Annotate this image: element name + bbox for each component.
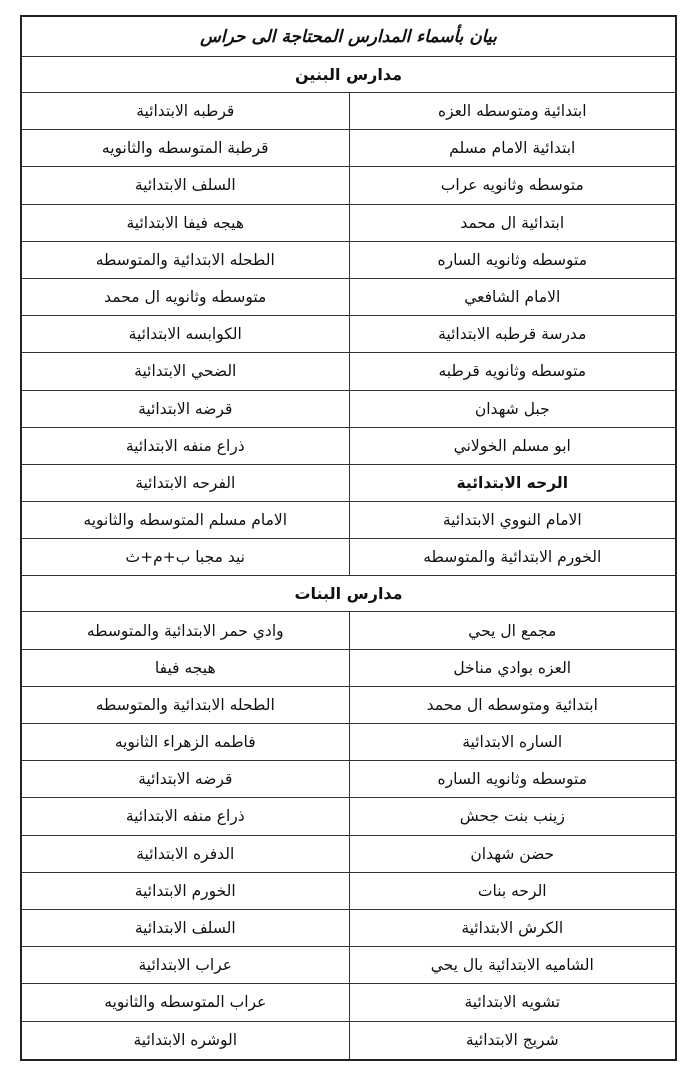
table-row [22,650,675,687]
school-name-cell: الدفره الابتدائية [136,844,235,863]
school-name-cell: الشاميه الابتدائية بال يحي [349,947,676,983]
school-name-cell: قرطبة المتوسطه والثانويه [101,139,269,158]
table-row [22,242,675,279]
table-row [22,465,675,502]
school-name-cell: الامام الشافعي [349,279,676,315]
school-name-cell: متوسطه وثانويه الساره [349,761,676,797]
table-title: بيان بأسماء المدارس المحتاجة الى حراس [22,17,675,57]
school-name-cell: زينب بنت جحش [349,798,676,834]
school-name-cell: الرحه الابتدائية [349,465,676,501]
school-name-cell: الكرش الابتدائية [349,910,676,946]
school-name-cell: ابتدائية ومتوسطه ال محمد [349,687,676,723]
table-row [22,205,675,242]
school-name-cell: الرحه بنات [349,873,676,909]
school-name-cell: تشويه الابتدائية [349,984,676,1020]
school-name-cell: قرضه الابتدائية [138,770,233,789]
school-name-cell: وادي حمر الابتدائية والمتوسطه [86,621,284,640]
table-row [22,1022,675,1059]
school-name-cell: الخورم الابتدائية والمتوسطه [349,539,676,575]
table-row [22,910,675,947]
school-name-cell: الضحي الابتدائية [134,362,237,381]
school-name-cell: الخورم الابتدائية [134,881,236,900]
table-row [22,93,675,130]
school-name-cell: متوسطه وثانويه عراب [349,167,676,203]
table-row [22,539,675,576]
school-name-cell: مدرسة قرطبه الابتدائية [349,316,676,352]
table-row [22,836,675,873]
school-name-cell: فاطمه الزهراء الثانويه [114,733,256,752]
school-name-cell: الامام النووي الابتدائية [349,502,676,538]
school-name-cell: قرطبه الابتدائية [136,102,235,121]
school-name-cell: الطحله الابتدائية والمتوسطه [95,695,275,714]
school-name-cell: الوشره الابتدائية [133,1031,238,1050]
school-name-cell: السلف الابتدائية [134,919,236,938]
school-name-cell: الفرحه الابتدائية [135,473,236,492]
table-row [22,687,675,724]
table-row [22,391,675,428]
school-name-cell: متوسطه وثانويه الساره [349,242,676,278]
table-row [22,947,675,984]
school-name-cell: نيد مجبا ب+م+ث [125,548,245,567]
table-row [22,502,675,539]
table-row [22,873,675,910]
table-row [22,984,675,1021]
school-name-cell: ابتدائية ومتوسطه العزه [349,93,676,129]
table-row [22,353,675,390]
school-name-cell: حضن شهدان [349,836,676,872]
table-row [22,428,675,465]
school-name-cell: ابو مسلم الخولاني [349,428,676,464]
schools-table [20,15,677,1061]
school-name-cell: الكوابسه الابتدائية [128,325,242,344]
school-name-cell: قرضه الابتدائية [138,399,233,418]
table-row [22,130,675,167]
school-name-cell: الساره الابتدائية [349,724,676,760]
school-name-cell: العزه بوادي مناخل [349,650,676,686]
table-row [22,798,675,835]
section-heading: مدارس البنات [22,576,675,612]
table-row [22,167,675,204]
school-name-cell: عراب المتوسطه والثانويه [104,993,267,1012]
table-row [22,761,675,798]
school-name-cell: ذراع منفه الابتدائية [125,807,245,826]
school-name-cell: متوسطه وثانويه ال محمد [104,288,267,307]
school-name-cell: هيجه فيفا الابتدائية [126,213,245,232]
table-row [22,612,675,649]
table-row [22,279,675,316]
school-name-cell: ذراع منفه الابتدائية [125,436,245,455]
school-name-cell: مجمع ال يحي [349,612,676,648]
school-name-cell: هيجه فيفا [154,658,216,677]
school-name-cell: ابتدائية ال محمد [349,205,676,241]
school-name-cell: شريج الابتدائية [349,1022,676,1059]
school-name-cell: السلف الابتدائية [134,176,236,195]
school-name-cell: متوسطه وثانويه قرطبه [349,353,676,389]
school-name-cell: الامام مسلم المتوسطه والثانويه [83,511,288,530]
table-row [22,724,675,761]
table-row [22,316,675,353]
school-name-cell: جبل شهدان [349,391,676,427]
school-name-cell: الطحله الابتدائية والمتوسطه [95,250,275,269]
table-body [22,57,675,1059]
school-name-cell: ابتدائية الامام مسلم [349,130,676,166]
school-name-cell: عراب الابتدائية [138,956,233,975]
section-heading: مدارس البنين [22,57,675,93]
